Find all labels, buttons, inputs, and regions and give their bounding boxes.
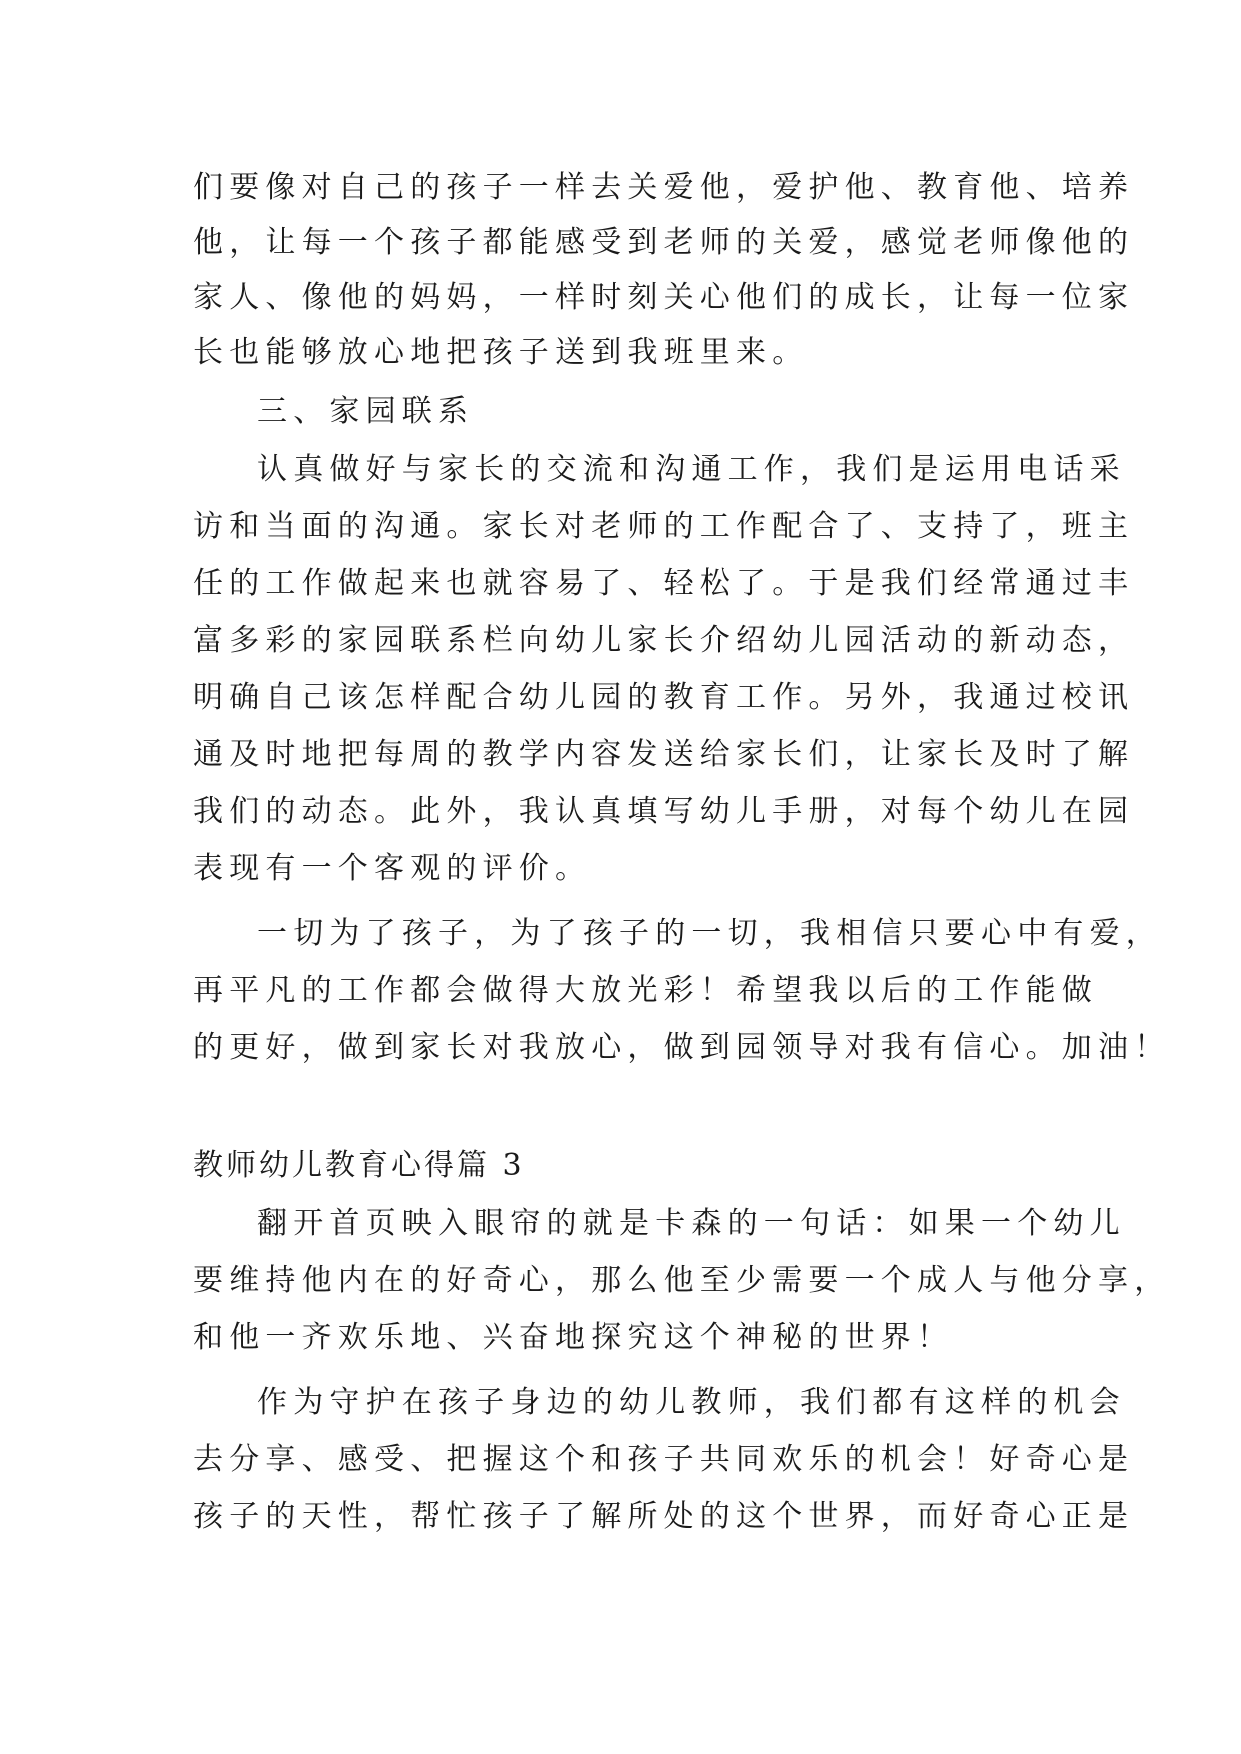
paragraph-line: 一切为了孩子，为了孩子的一切，我相信只要心中有爱， (257, 916, 1162, 951)
paragraph-line: 再平凡的工作都会做得大放光彩！希望我以后的工作能做 (193, 973, 1098, 1008)
paragraph-line: 我们的动态。此外，我认真填写幼儿手册，对每个幼儿在园 (193, 794, 1135, 829)
article-title: 教师幼儿教育心得篇 3 (193, 1148, 525, 1183)
paragraph-line: 要维持他内在的好奇心，那么他至少需要一个成人与他分享， (193, 1263, 1171, 1298)
paragraph-line: 明确自己该怎样配合幼儿园的教育工作。另外，我通过校讯 (193, 680, 1135, 715)
paragraph-line: 长也能够放心地把孩子送到我班里来。 (193, 335, 809, 370)
paragraph-line: 他，让每一个孩子都能感受到老师的关爱，感觉老师像他的 (193, 225, 1135, 260)
paragraph-line: 访和当面的沟通。家长对老师的工作配合了、支持了，班主 (193, 509, 1135, 544)
paragraph-line: 作为守护在孩子身边的幼儿教师，我们都有这样的机会 (257, 1385, 1126, 1420)
paragraph-line: 孩子的天性，帮忙孩子了解所处的这个世界，而好奇心正是 (193, 1499, 1135, 1534)
paragraph-line: 去分享、感受、把握这个和孩子共同欢乐的机会！好奇心是 (193, 1442, 1135, 1477)
paragraph-line: 表现有一个客观的评价。 (193, 851, 592, 886)
paragraph-line: 翻开首页映入眼帘的就是卡森的一句话：如果一个幼儿 (257, 1206, 1126, 1241)
paragraph-line: 任的工作做起来也就容易了、轻松了。于是我们经常通过丰 (193, 566, 1135, 601)
paragraph-line: 家人、像他的妈妈，一样时刻关心他们的成长，让每一位家 (193, 280, 1135, 315)
paragraph-line: 认真做好与家长的交流和沟通工作，我们是运用电话采 (257, 452, 1126, 487)
paragraph-line: 富多彩的家园联系栏向幼儿家长介绍幼儿园活动的新动态， (193, 623, 1135, 658)
section-heading: 三、家园联系 (257, 394, 475, 429)
paragraph-line: 的更好，做到家长对我放心，做到园领导对我有信心。加油！ (193, 1030, 1171, 1065)
paragraph-line: 通及时地把每周的教学内容发送给家长们，让家长及时了解 (193, 737, 1135, 772)
paragraph-line: 和他一齐欢乐地、兴奋地探究这个神秘的世界！ (193, 1320, 954, 1355)
paragraph-line: 们要像对自己的孩子一样去关爱他，爱护他、教育他、培养 (193, 170, 1135, 205)
